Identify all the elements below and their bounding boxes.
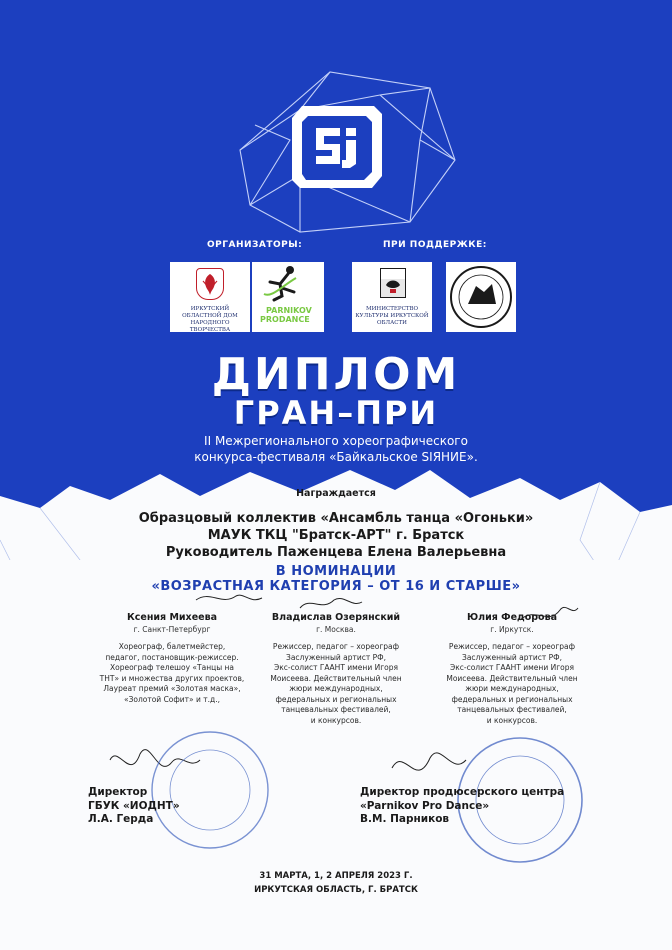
jury-member-name: Ксения Михеева [126,612,217,623]
awarded-label: Награждается [296,488,376,499]
diploma-title: ДИПЛОМ [211,349,461,400]
jury-member-city: г. Санкт-Петербург [133,625,211,634]
right-signatory-name: В.М. Парников [360,813,450,825]
event-date: 31 МАРТА, 1, 2 АПРЕЛЯ 2023 Г. [259,871,413,881]
event-place: ИРКУТСКАЯ ОБЛАСТЬ, Г. БРАТСК [254,885,418,895]
nomination-line-1: В НОМИНАЦИИ [275,564,397,579]
nomination-line-2: «ВОЗРАСТНАЯ КАТЕГОРИЯ – ОТ 16 И СТАРШЕ» [151,579,521,594]
jury-member-city: г. Иркутск. [490,625,534,634]
logo-parnikov-line1: PARNIKOV [266,306,312,315]
festival-line-2: конкурса-фестиваля «Байкальское SIЯНИЕ». [194,450,478,464]
support-label: ПРИ ПОДДЕРЖКЕ: [383,240,487,250]
right-signatory [360,786,564,827]
festival-line-1: II Межрегионального хореографического [204,434,468,448]
organizers-label: ОРГАНИЗАТОРЫ: [207,240,303,250]
left-signatory-org: ГБУК «ИОДНТ» [88,799,180,812]
logo-iodnt-caption: ИРКУТСКИЙ ОБЛАСТНОЙ ДОМ НАРОДНОГО ТВОРЧЕСТВА [182,306,238,333]
recipient-line-3: Руководитель Паженцева Елена Валерьевна [165,545,507,560]
left-signatory-name: Л.А. Герда [88,813,154,825]
jury-member-city: г. Москва. [316,625,356,634]
recipient-line-2: МАУК ТКЦ "Братск-АРТ" г. Братск [207,528,465,543]
recipient-line-1: Образцовый коллектив «Ансамбль танца «Огоньки» [138,511,534,526]
jury-member-name: Владислав Озерянский [271,612,401,623]
jury-member-desc: Хореограф, балетмейстер, педагог, постановщик-режиссер. Хореограф телешоу «Танцы на ТНТ» и множества других проектов, Лауреат премий «Золотая маска», «Золотой Софит» и т.д., [99,642,245,704]
left-signatory [88,786,180,827]
logo-parnikov-line2: PRODANCE [260,315,310,324]
right-signatory-org: «Parnikov Pro Dance» [360,799,490,812]
jury-member-desc: Режиссер, педагог – хореограф Заслуженный артист РФ, Экс-солист ГААНТ имени Игоря Моисеева. Действительный член жюри международных, федеральных и региональных танцевальных фестивалей, и конкурсов. [446,642,578,725]
jury-member-desc: Режиссер, педагог – хореограф Заслуженный артист РФ, Экс-солист ГААНТ имени Игоря Моисеева. Действительный член жюри международных, федеральных и региональных танцевальных фестивалей, и конкурсов. [270,642,402,725]
right-signatory-title: Директор продюсерского центра [360,786,565,798]
jury-member-name: Юлия Федорова [467,612,557,623]
diploma-subtitle: ГРАН–ПРИ [233,394,439,432]
left-signatory-title: Директор [88,786,148,798]
logo-ministry-caption: МИНИСТЕРСТВО КУЛЬТУРЫ ИРКУТСКОЙ ОБЛАСТИ [355,306,429,326]
